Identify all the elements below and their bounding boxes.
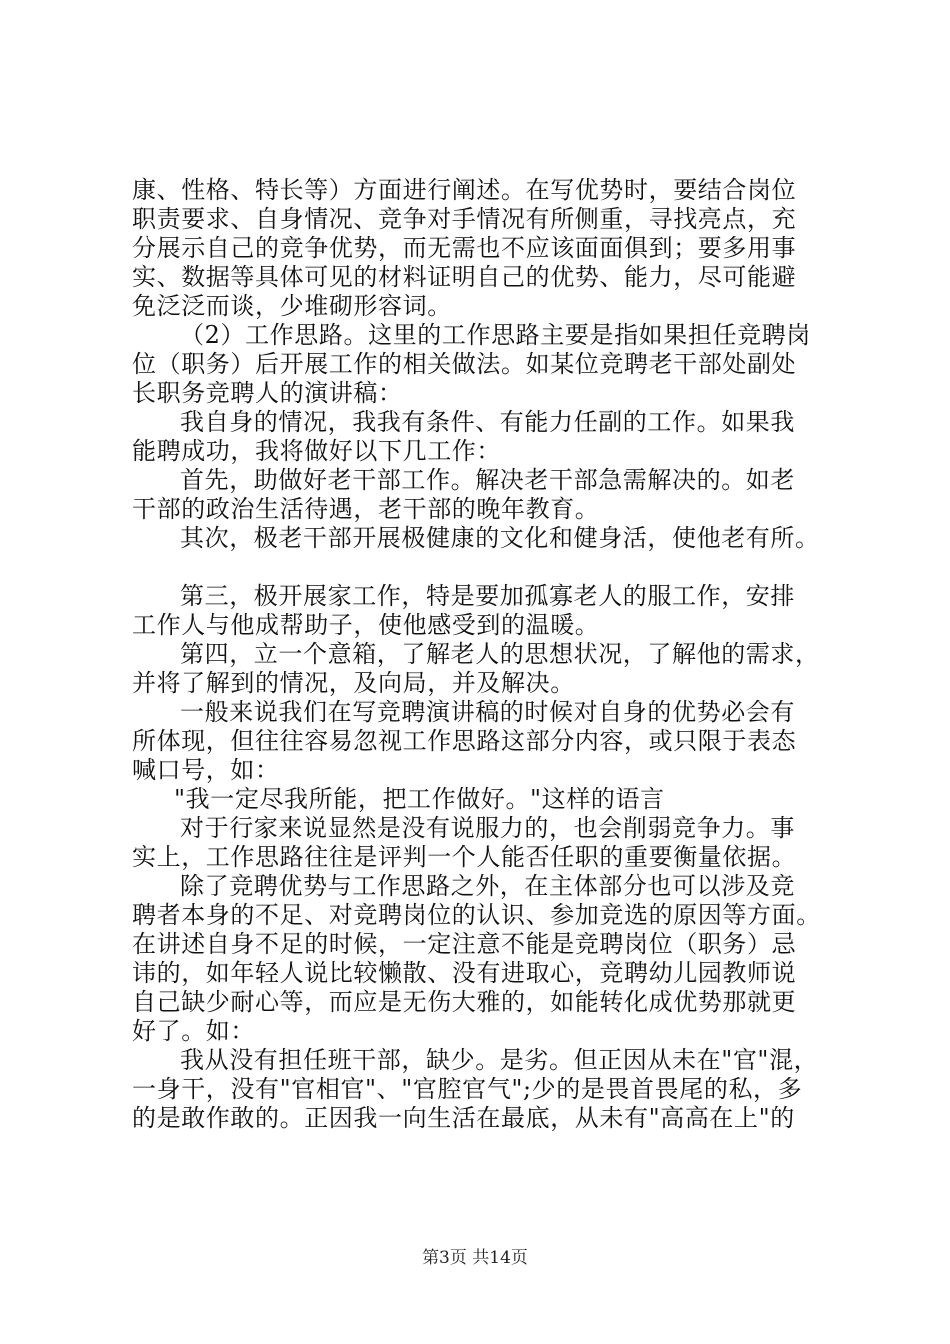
text-line: 位（职务）后开展工作的相关做法。如某位竞聘老干部处副处 (132, 350, 797, 378)
text-line: 所体现，但往往容易忽视工作思路这部分内容，或只限于表态 (132, 727, 797, 755)
text-line: 实、数据等具体可见的材料证明自己的优势、能力，尽可能避 (132, 263, 797, 291)
document-body (132, 176, 852, 1133)
text-line: 讳的，如年轻人说比较懒散、没有进取心，竞聘幼儿园教师说 (132, 959, 797, 987)
text-line: 对于行家来说显然是没有说服力的，也会削弱竞争力。事 (180, 814, 795, 842)
text-line: 喊口号，如： (132, 756, 280, 784)
text-line: 自己缺少耐心等，而应是无伤大雅的，如能转化成优势那就更 (132, 988, 797, 1016)
text-line: 长职务竞聘人的演讲稿： (132, 379, 403, 407)
text-line: 免泛泛而谈，少堆砌形容词。 (132, 292, 452, 320)
page-number-footer: 第3页 共14页 (422, 1248, 528, 1268)
text-line: "我一定尽我所能，把工作做好。"这样的语言 (174, 785, 665, 813)
text-line: 聘者本身的不足、对竞聘岗位的认识、参加竞选的原因等方面。 (132, 901, 821, 929)
text-line: 第四，立一个意箱，了解老人的思想状况，了解他的需求， (180, 640, 820, 668)
text-line: 的是敢作敢的。正因我一向生活在最底，从未有"高高在上"的 (132, 1104, 795, 1132)
text-line: 第三，极开展家工作，特是要加孤寡老人的服工作，安排 (180, 582, 795, 610)
text-line: 分展示自己的竞争优势，而无需也不应该面面俱到；要多用事 (132, 234, 797, 262)
text-line: （2）工作思路。这里的工作思路主要是指如果担任竞聘岗 (180, 321, 811, 349)
text-line: 工作人与他成帮助子，使他感受到的温暖。 (132, 611, 600, 639)
text-line: 康、性格、特长等）方面进行阐述。在写优势时，要结合岗位 (132, 176, 797, 204)
text-line: 好了。如： (132, 1017, 255, 1045)
text-line: 其次，极老干部开展极健康的文化和健身活，使他老有所。 (180, 524, 820, 552)
text-line: 首先，助做好老干部工作。解决老干部急需解决的。如老 (180, 466, 795, 494)
text-line: 一般来说我们在写竞聘演讲稿的时候对自身的优势必会有 (180, 698, 795, 726)
paragraph-gap (132, 553, 852, 582)
text-line: 在讲述自身不足的时候，一定注意不能是竞聘岗位（职务）忌 (132, 930, 797, 958)
text-line: 能聘成功，我将做好以下几工作： (132, 437, 501, 465)
text-line: 干部的政治生活待遇，老干部的晚年教育。 (132, 495, 600, 523)
text-line: 除了竞聘优势与工作思路之外，在主体部分也可以涉及竞 (180, 872, 795, 900)
text-line: 我自身的情况，我我有条件、有能力任副的工作。如果我 (180, 408, 795, 436)
text-line: 并将了解到的情况，及向局，并及解决。 (132, 669, 575, 697)
text-line: 实上，工作思路往往是评判一个人能否任职的重要衡量依据。 (132, 843, 797, 871)
text-line: 一身干，没有"官相官"、"官腔官气";少的是畏首畏尾的私，多 (132, 1075, 803, 1103)
text-line: 我从没有担任班干部，缺少。是劣。但正因从未在"官"混， (180, 1046, 819, 1074)
text-line: 职责要求、自身情况、竞争对手情况有所侧重，寻找亮点，充 (132, 205, 797, 233)
